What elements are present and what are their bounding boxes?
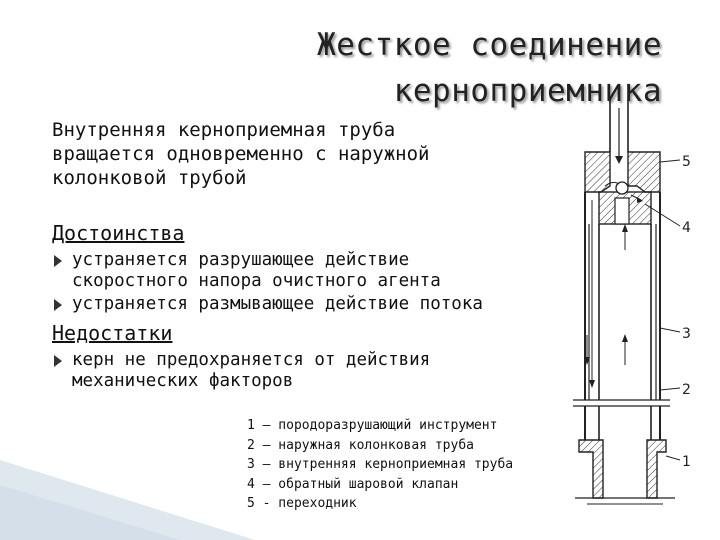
disadvantages-list — [52, 350, 572, 394]
drill-pipe — [610, 100, 628, 164]
legend-item: 5 - переходник — [247, 496, 357, 511]
bullet-arrow-icon — [54, 299, 62, 311]
item-line-1: устраняется размывающее действие потока — [72, 294, 483, 314]
intro-line-1: Внутренняя керноприемная труба — [52, 119, 396, 141]
callout-2: 2 — [682, 382, 691, 398]
disadvantages-heading: Недостатки — [52, 321, 173, 345]
list-item — [52, 350, 572, 392]
diagram-legend — [247, 416, 577, 514]
decorative-corner-shape — [0, 450, 260, 540]
intro-line-2: вращается одновременно с наружной — [52, 143, 430, 165]
drill-bit — [575, 406, 675, 504]
item-line-1: керн не предохраняется от действия — [72, 350, 431, 370]
callout-3: 3 — [682, 326, 691, 342]
legend-item: 2 – наружная колонковая труба — [247, 437, 474, 453]
callout-1: 1 — [682, 454, 691, 470]
item-line-1: устраняется разрушающее действие — [72, 250, 410, 270]
list-item — [52, 250, 572, 292]
inner-core-tube — [599, 224, 651, 400]
callout-5: 5 — [682, 154, 691, 170]
item-line-2: механических факторов — [72, 371, 294, 391]
intro-text — [52, 118, 552, 190]
title-line-2: керноприемника — [393, 73, 662, 109]
advantages-heading: Достоинства — [52, 221, 185, 245]
bullet-arrow-icon — [54, 355, 62, 367]
legend-item: 3 – внутренняя керноприемная труба — [247, 457, 514, 472]
break-lines — [573, 400, 670, 406]
bullet-arrow-icon — [54, 255, 62, 267]
intro-line-3: колонковой трубой — [52, 167, 247, 189]
list-item — [52, 294, 572, 315]
title-line-1: Жесткое соединение — [317, 27, 662, 63]
flow-arrows — [584, 200, 628, 388]
item-line-2: скоростного напора очистного агента — [72, 271, 441, 291]
legend-item: 4 – обратный шаровой клапан — [247, 476, 459, 492]
legend-item: 1 – породоразрушающий инструмент — [247, 418, 498, 433]
core-barrel-diagram — [565, 100, 715, 505]
advantages-list — [52, 250, 572, 317]
callout-4: 4 — [682, 220, 691, 236]
